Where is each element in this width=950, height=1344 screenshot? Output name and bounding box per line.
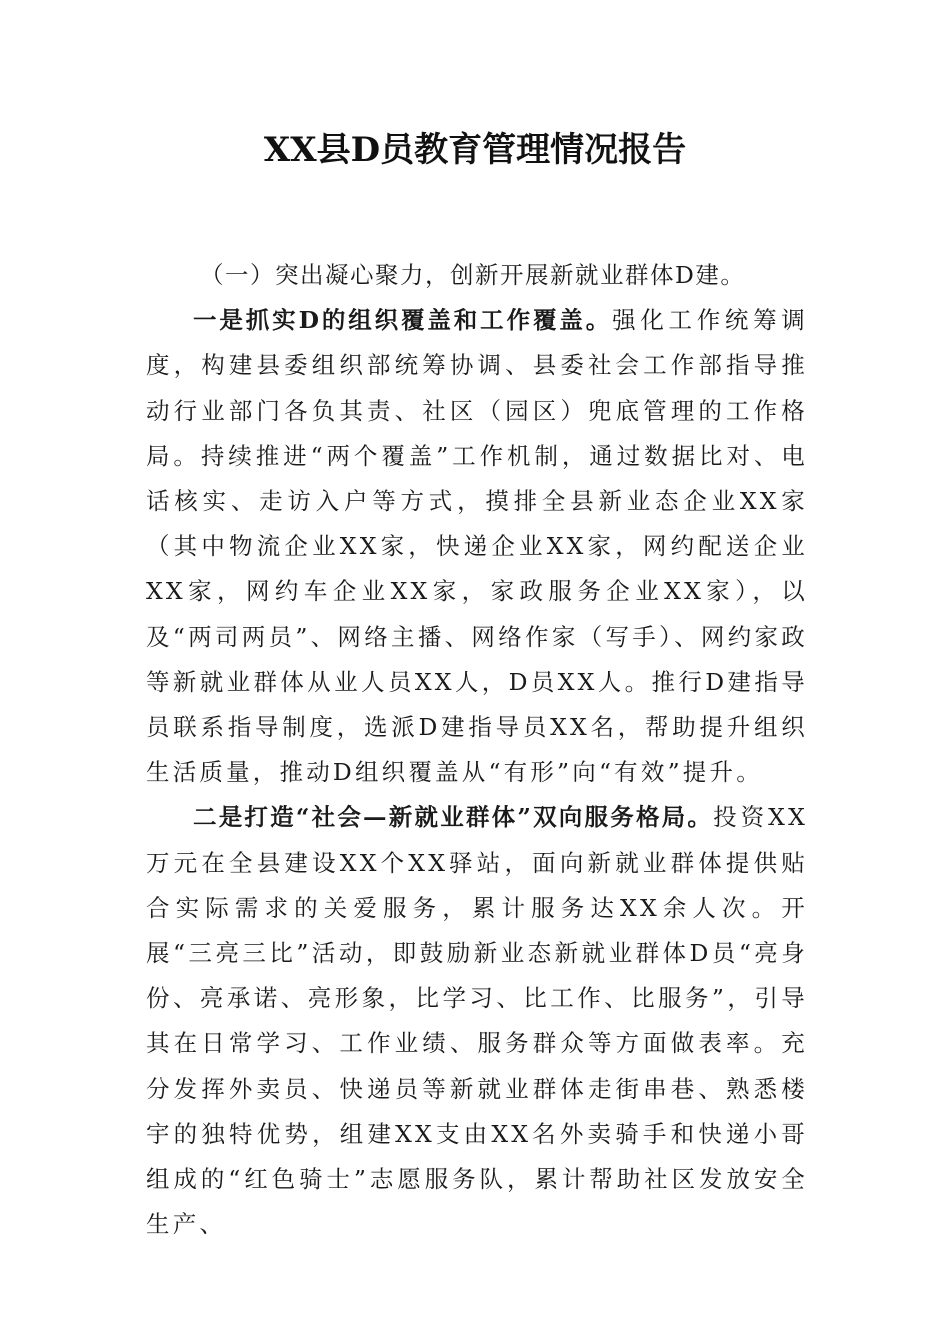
- section-heading: （一）突出凝心聚力，创新开展新就业群体D建。: [200, 261, 746, 289]
- paragraph-2-lead: 二是打造“社会—新就业群体”双向服务格局。: [193, 803, 714, 832]
- paragraph-1: [146, 298, 808, 795]
- paragraph-2-text: 投资XX万元在全县建设XX个XX驿站，面向新就业群体提供贴合实际需求的关爱服务，累计服务达XX余人次。开展“三亮三比”活动，即鼓励新业态新就业群体D员“亮身份、亮承诺、亮形象，比学习、比工作、比服务”，引导其在日常学习、工作业绩、服务群众等方面做表率。充分发挥外卖员、快递员等新就业群体走街串巷、熟悉楼宇的独特优势，组建XX支由XX名外卖骑手和快递小哥组成的“红色骑士”志愿服务队，累计帮助社区发放安全生产、: [146, 803, 809, 1239]
- document-body: [146, 253, 808, 1247]
- paragraph-1-text: 强化工作统筹调度，构建县委组织部统筹协调、县委社会工作部指导推动行业部门各负其责、社区（园区）兜底管理的工作格局。持续推进“两个覆盖”工作机制，通过数据比对、电话核实、走访入户等方式，摸排全县新业态企业XX家（其中物流企业XX家，快递企业XX家，网约配送企业XX家，网约车企业XX家，家政服务企业XX家），以及“两司两员”、网络主播、网络作家（写手）、网约家政等新就业群体从业人员XX人，D员XX人。推行D建指导员联系指导制度，选派D建指导员XX名，帮助提升组织生活质量，推动D组织覆盖从“有形”向“有效”提升。: [146, 306, 809, 787]
- paragraph-1-lead: 一是抓实D的组织覆盖和工作覆盖。: [193, 306, 613, 335]
- paragraph-2: [146, 795, 808, 1247]
- document-title: XX县D员教育管理情况报告: [263, 130, 687, 170]
